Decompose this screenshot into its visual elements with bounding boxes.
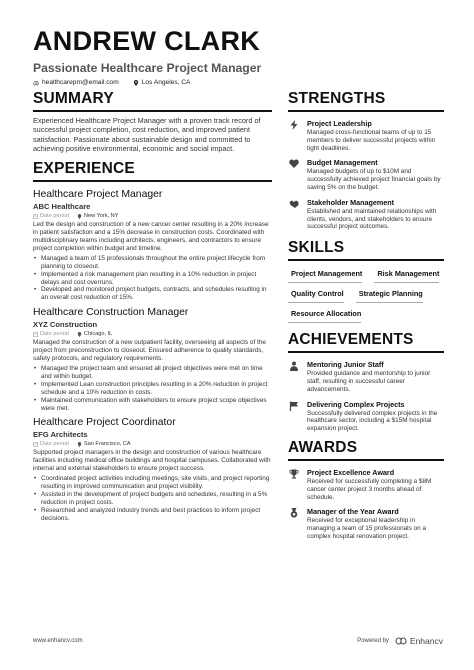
bullet-item: • Managed the project team and ensured all project objectives were met on time and within budget. <box>33 365 272 381</box>
bullet-item: • Implemented a risk management plan resulting in a 10% reduction in project delays and cost overruns. <box>33 271 272 287</box>
skills-heading: SKILLS <box>288 239 444 261</box>
job-title: Healthcare Construction Manager <box>33 307 189 319</box>
location-text: Los Angeles, CA <box>141 79 191 86</box>
email-text: healthcarepm@email.com <box>42 79 119 86</box>
achievements-section <box>288 331 444 433</box>
mentor-icon <box>289 361 299 371</box>
lightning-icon <box>289 120 299 130</box>
location-pin-icon <box>77 332 82 337</box>
achievement-item <box>288 400 444 433</box>
experience-heading: EXPERIENCE <box>33 160 272 182</box>
medal-icon <box>289 508 299 518</box>
award-item <box>288 468 444 501</box>
bullet-item: • Maintained communication with stakeholders to ensure project scope objectives were met. <box>33 397 272 413</box>
job-meta <box>33 213 272 219</box>
summary-text: Experienced Healthcare Project Manager with a proven track record of successful project completion, cost reduction, and improved patient satisfaction. Passionate about sustainable design and committed to achieving positive environmental, economic and social impact. <box>33 116 261 153</box>
left-column <box>33 90 272 528</box>
brand-name: Enhancv <box>409 636 443 646</box>
job-entry <box>33 189 272 302</box>
calendar-icon <box>33 214 38 219</box>
strengths-section <box>288 90 444 231</box>
achievement-title: Mentoring Junior Staff <box>307 360 384 370</box>
skill-tag: Strategic Planning <box>356 285 423 303</box>
job-title: Healthcare Project Coordinator <box>33 417 176 429</box>
skills-list <box>288 265 444 325</box>
bullet-item: • Researched and analyzed industry trends and best practices to inform project decisions. <box>33 507 272 523</box>
job-meta <box>33 441 272 447</box>
location-pin-icon <box>77 214 82 219</box>
experience-section <box>33 160 272 522</box>
bullet-item: • Implemented Lean construction principles resulting in a 20% reduction in project schedule and a 10% reduction in costs. <box>33 381 272 397</box>
trophy-icon <box>289 469 299 479</box>
achievements-heading: ACHIEVEMENTS <box>288 331 444 353</box>
award-item <box>288 507 444 540</box>
strengths-heading: STRENGTHS <box>288 90 444 112</box>
achievement-text: Successfully delivered complex projects in the healthcare sector, including a $15M hospital expansion project. <box>307 409 438 433</box>
candidate-name: ANDREW CLARK <box>33 26 261 56</box>
contact-email[interactable] <box>33 79 119 86</box>
company-name: EFG Architects <box>33 430 88 440</box>
award-text: Received for exceptional leadership in managing a team of 15 professionals on a complex hospital renovation project. <box>307 517 427 540</box>
strength-item <box>288 158 444 191</box>
location-pin-icon <box>77 442 82 447</box>
flag-icon <box>289 401 299 411</box>
job-title: Healthcare Project Manager <box>33 189 163 201</box>
company-name: XYZ Construction <box>33 320 98 330</box>
job-location <box>77 331 112 337</box>
svg-text:@: @ <box>33 79 39 86</box>
heart-icon <box>289 159 299 169</box>
company-name: ABC Healthcare <box>33 202 91 212</box>
skills-section <box>288 239 444 325</box>
summary-heading: SUMMARY <box>33 90 272 112</box>
award-title: Manager of the Year Award <box>307 507 399 517</box>
strength-title: Stakeholder Management <box>307 197 395 207</box>
bullet-item: • Coordinated project activities including meetings, site visits, and project reporting resulting in improved communication and project visibility. <box>33 475 272 491</box>
strength-item <box>288 198 444 231</box>
handshake-icon <box>289 199 299 209</box>
strength-title: Project Leadership <box>307 119 372 128</box>
location-pin-icon <box>133 80 139 86</box>
footer-website[interactable]: www.enhancv.com <box>33 638 83 644</box>
awards-section <box>288 439 444 541</box>
date-period: Date period <box>40 213 69 220</box>
awards-heading: AWARDS <box>288 439 444 461</box>
job-date <box>33 441 69 447</box>
strength-text: Managed budgets of up to $10M and successfully achieved project financial goals by saving 5% on the budget. <box>307 168 441 191</box>
strength-item <box>288 119 444 152</box>
page-footer <box>33 636 443 646</box>
location-text: New York, NY <box>83 213 119 220</box>
job-bullets <box>33 475 272 522</box>
bullet-item: • Developed and monitored project budgets, contracts, and schedules resulting in an overall cost reduction of 15%. <box>33 286 272 302</box>
resume-header <box>33 26 443 86</box>
job-entry <box>33 417 272 522</box>
job-location <box>77 213 119 219</box>
job-bullets <box>33 255 272 302</box>
strength-title: Budget Management <box>307 158 378 168</box>
job-bullets <box>33 365 272 412</box>
job-description: Managed the construction of a new outpatient facility, overseeing all aspects of the project from preconstruction to closeout. Ensured adherence to quality standards, safety protocols, and regulatory requirements. <box>33 339 266 363</box>
footer-powered <box>357 636 443 646</box>
date-period: Date period <box>40 331 69 338</box>
achievement-title: Delivering Complex Projects <box>307 399 405 409</box>
job-location <box>77 441 131 447</box>
bullet-item: • Managed a team of 15 professionals throughout the entire project lifecycle from planning to closeout. <box>33 255 272 271</box>
achievement-text: Provided guidance and mentorship to junior staff, resulting in successful career advancements. <box>307 370 431 393</box>
skill-tag: Quality Control <box>288 285 344 303</box>
job-entry <box>33 307 272 412</box>
bullet-item: • Assisted in the development of project budgets and schedules, resulting in a 5% reduction in project costs. <box>33 491 272 507</box>
job-description: Led the design and construction of a new cancer center resulting in a 20% increase in patient satisfaction and a 15% decrease in construction costs. Coordinated with multidisciplinary teams including architects, engineers, and contractors to ensure project completion within budget and timeline. <box>33 221 269 252</box>
location-text: Chicago, IL <box>83 331 113 338</box>
right-column <box>288 90 444 547</box>
job-meta <box>33 331 272 337</box>
location-text: San Francisco, CA <box>83 441 131 448</box>
job-description: Supported project managers in the design and construction of various healthcare facilities including medical office buildings and hospital campuses. Collaborated with internal and external stakeholders to ensure project success. <box>33 449 271 473</box>
skill-tag: Resource Allocation <box>288 305 361 323</box>
job-date <box>33 213 69 219</box>
calendar-icon <box>33 332 38 337</box>
contact-info <box>33 79 443 86</box>
strength-text: Established and maintained relationships with clients, vendors, and stakeholders to ensure successful project outcomes. <box>307 207 437 231</box>
achievement-item <box>288 360 444 393</box>
skill-tag: Project Management <box>288 265 362 283</box>
enhancv-logo-icon <box>395 637 407 645</box>
award-title: Project Excellence Award <box>307 467 395 477</box>
summary-section <box>33 90 272 153</box>
calendar-icon <box>33 442 38 447</box>
job-date <box>33 331 69 337</box>
strength-text: Managed cross-functional teams of up to 15 members to deliver successful projects within tight deadlines. <box>307 129 436 152</box>
date-period: Date period <box>40 441 69 448</box>
email-icon <box>33 80 39 86</box>
candidate-role: Passionate Healthcare Project Manager <box>33 61 262 75</box>
powered-by-label: Powered by <box>357 638 389 644</box>
brand-logo[interactable] <box>395 636 443 646</box>
skill-tag: Risk Management <box>374 265 439 283</box>
contact-location <box>133 79 191 86</box>
award-text: Received for successfully completing a $8M cancer center project 3 months ahead of schedule. <box>307 477 432 501</box>
